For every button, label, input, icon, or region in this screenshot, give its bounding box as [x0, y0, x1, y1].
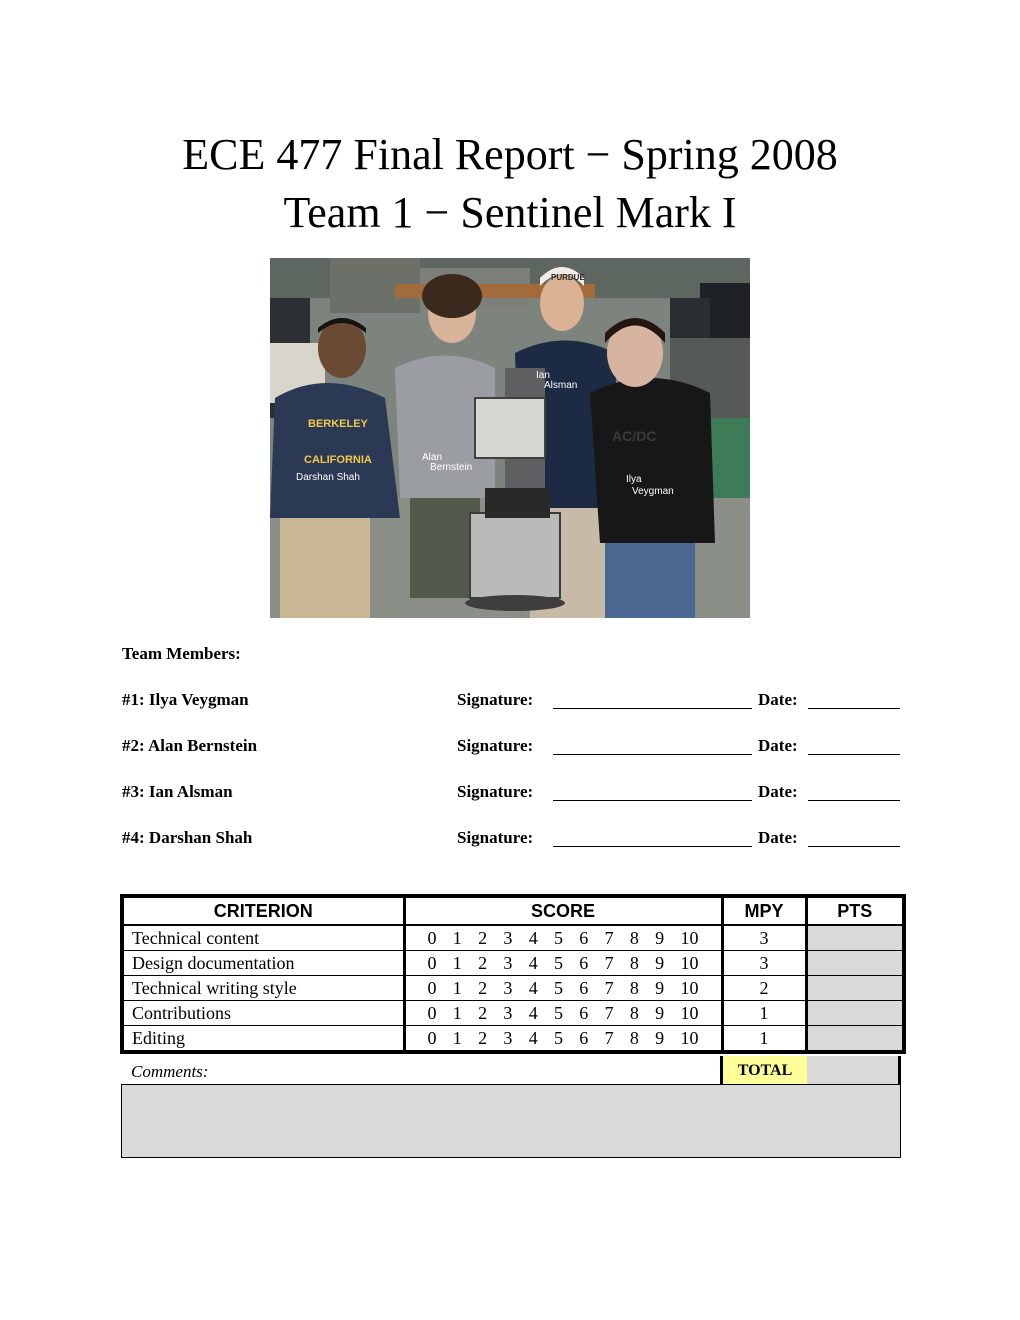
- score-option[interactable]: 9: [655, 1027, 665, 1048]
- signature-label: Signature:: [457, 690, 534, 709]
- score-option[interactable]: 3: [503, 1027, 513, 1048]
- score-option[interactable]: 7: [604, 927, 614, 948]
- score-option[interactable]: 10: [680, 1002, 699, 1023]
- grading-table: [120, 894, 902, 1054]
- score-option[interactable]: 6: [579, 1002, 589, 1023]
- score-option[interactable]: 4: [528, 927, 538, 948]
- table-row: [122, 951, 904, 976]
- cap-text: PURDUE: [551, 273, 585, 282]
- score-option[interactable]: 1: [452, 952, 462, 973]
- score-scale-cell: [404, 976, 722, 1001]
- table-row: [122, 1026, 904, 1053]
- criterion-cell: Design documentation: [122, 951, 404, 976]
- comments-label: Comments:: [131, 1062, 209, 1081]
- score-option[interactable]: 4: [528, 1002, 538, 1023]
- criterion-cell: Technical content: [122, 925, 404, 951]
- member-name: #4: Darshan Shah: [122, 828, 253, 847]
- pts-cell[interactable]: [806, 925, 904, 951]
- score-option[interactable]: 9: [655, 952, 665, 973]
- member-row: [122, 690, 922, 714]
- score-option[interactable]: 3: [503, 952, 513, 973]
- table-row: [122, 976, 904, 1001]
- report-title-line-1: ECE 477 Final Report − Spring 2008: [182, 130, 838, 179]
- score-option[interactable]: 3: [503, 1002, 513, 1023]
- photo-label-ian-last: Alsman: [544, 380, 578, 391]
- table-header-row: [122, 896, 904, 925]
- photo-label-ilya-last: Veygman: [632, 486, 674, 497]
- score-option[interactable]: 8: [629, 952, 639, 973]
- mpy-cell: 3: [722, 925, 806, 951]
- score-option[interactable]: 10: [680, 977, 699, 998]
- comments-field[interactable]: [121, 1084, 901, 1158]
- date-label: Date:: [758, 828, 798, 847]
- signature-label: Signature:: [457, 828, 534, 847]
- score-option[interactable]: 0: [427, 1027, 437, 1048]
- report-title-line-2: Team 1 − Sentinel Mark I: [283, 188, 737, 237]
- member-name: #2: Alan Bernstein: [122, 736, 258, 755]
- score-option[interactable]: 4: [528, 1027, 538, 1048]
- header-score: SCORE: [404, 896, 722, 925]
- score-scale-cell: [404, 925, 722, 951]
- member-name: #1: Ilya Veygman: [122, 690, 249, 709]
- score-option[interactable]: 6: [579, 977, 589, 998]
- header-mpy: MPY: [722, 896, 806, 925]
- signature-line[interactable]: [553, 846, 752, 847]
- score-option[interactable]: 0: [427, 977, 437, 998]
- mpy-cell: 3: [722, 951, 806, 976]
- mpy-cell: 1: [722, 1026, 806, 1053]
- score-option[interactable]: 0: [427, 1002, 437, 1023]
- score-option[interactable]: 2: [478, 927, 488, 948]
- shirt-text-acdc: AC/DC: [612, 428, 657, 444]
- pts-cell[interactable]: [806, 951, 904, 976]
- score-option[interactable]: 2: [478, 1002, 488, 1023]
- photo-label-ilya-first: Ilya: [626, 474, 642, 485]
- score-option[interactable]: 2: [478, 1027, 488, 1048]
- photo-label-ian-first: Ian: [536, 370, 550, 381]
- header-criterion: CRITERION: [122, 896, 404, 925]
- score-option[interactable]: 7: [604, 1027, 614, 1048]
- score-option[interactable]: 9: [655, 977, 665, 998]
- date-line[interactable]: [808, 754, 900, 755]
- signature-line[interactable]: [553, 754, 752, 755]
- date-line[interactable]: [808, 800, 900, 801]
- score-option[interactable]: 3: [503, 927, 513, 948]
- score-option[interactable]: 9: [655, 927, 665, 948]
- mpy-cell: 1: [722, 1001, 806, 1026]
- score-option[interactable]: 2: [478, 977, 488, 998]
- score-option[interactable]: 7: [604, 1002, 614, 1023]
- team-photo: [270, 258, 750, 618]
- score-option[interactable]: 6: [579, 952, 589, 973]
- score-option[interactable]: 8: [629, 1002, 639, 1023]
- table-row: [122, 1001, 904, 1026]
- shirt-text-berkeley: BERKELEY: [308, 418, 368, 430]
- header-pts: PTS: [806, 896, 904, 925]
- pts-cell[interactable]: [806, 1026, 904, 1053]
- mpy-cell: 2: [722, 976, 806, 1001]
- member-name: #3: Ian Alsman: [122, 782, 233, 801]
- score-option[interactable]: 10: [680, 1027, 699, 1048]
- date-label: Date:: [758, 690, 798, 709]
- photo-label-darshan: Darshan Shah: [296, 472, 360, 483]
- member-row: [122, 828, 922, 852]
- total-label: TOTAL: [720, 1056, 810, 1088]
- member-row: [122, 736, 922, 760]
- score-option[interactable]: 8: [629, 977, 639, 998]
- date-line[interactable]: [808, 846, 900, 847]
- score-scale-cell: [404, 951, 722, 976]
- score-option[interactable]: 0: [427, 952, 437, 973]
- table-row: [122, 925, 904, 951]
- score-option[interactable]: 0: [427, 927, 437, 948]
- score-option[interactable]: 1: [452, 927, 462, 948]
- score-option[interactable]: 8: [629, 927, 639, 948]
- score-option[interactable]: 1: [452, 1002, 462, 1023]
- score-scale-cell: [404, 1001, 722, 1026]
- criterion-cell: Technical writing style: [122, 976, 404, 1001]
- shirt-text-california: CALIFORNIA: [304, 454, 372, 466]
- date-label: Date:: [758, 736, 798, 755]
- score-option[interactable]: 5: [553, 1027, 563, 1048]
- score-option[interactable]: 5: [553, 952, 563, 973]
- date-label: Date:: [758, 782, 798, 801]
- score-option[interactable]: 6: [579, 1027, 589, 1048]
- score-option[interactable]: 6: [579, 927, 589, 948]
- score-option[interactable]: 9: [655, 1002, 665, 1023]
- score-option[interactable]: 10: [680, 952, 699, 973]
- team-members-heading: Team Members:: [122, 644, 241, 663]
- member-row: [122, 782, 922, 806]
- score-option[interactable]: 2: [478, 952, 488, 973]
- pts-cell[interactable]: [806, 976, 904, 1001]
- pts-cell[interactable]: [806, 1001, 904, 1026]
- score-option[interactable]: 7: [604, 977, 614, 998]
- signature-line[interactable]: [553, 708, 752, 709]
- signature-label: Signature:: [457, 736, 534, 755]
- score-option[interactable]: 5: [553, 977, 563, 998]
- score-option[interactable]: 7: [604, 952, 614, 973]
- score-scale-cell: [404, 1026, 722, 1053]
- score-option[interactable]: 1: [452, 1027, 462, 1048]
- score-option[interactable]: 5: [553, 927, 563, 948]
- criterion-cell: Editing: [122, 1026, 404, 1053]
- score-option[interactable]: 3: [503, 977, 513, 998]
- criterion-cell: Contributions: [122, 1001, 404, 1026]
- score-option[interactable]: 1: [452, 977, 462, 998]
- signature-line[interactable]: [553, 800, 752, 801]
- score-option[interactable]: 5: [553, 1002, 563, 1023]
- signature-label: Signature:: [457, 782, 534, 801]
- date-line[interactable]: [808, 708, 900, 709]
- score-option[interactable]: 4: [528, 977, 538, 998]
- score-option[interactable]: 4: [528, 952, 538, 973]
- score-option[interactable]: 10: [680, 927, 699, 948]
- score-option[interactable]: 8: [629, 1027, 639, 1048]
- photo-label-alan-last: Bernstein: [430, 462, 473, 473]
- photo-label-alan-first: Alan: [422, 452, 443, 463]
